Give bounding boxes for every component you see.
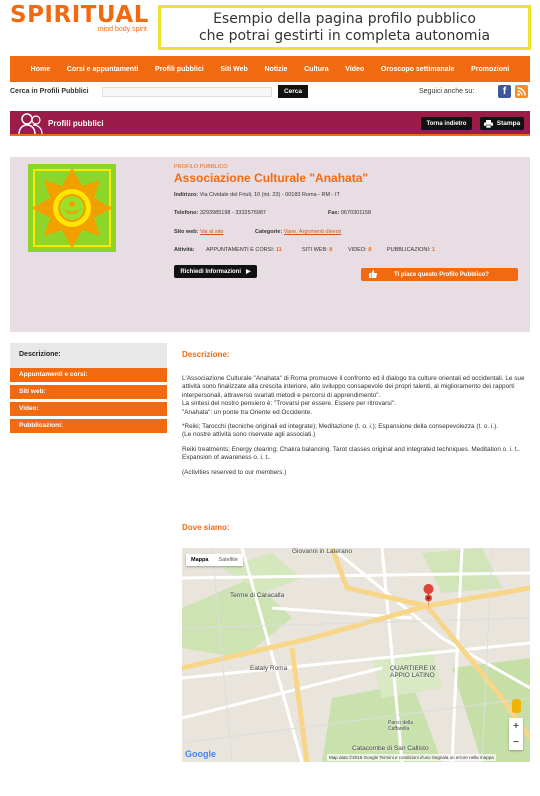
activity-video[interactable] <box>348 247 371 253</box>
promo-line-1: Esempio della pagina profilo pubblico <box>213 10 476 27</box>
map-label: Catacombe di San Callisto <box>352 745 429 752</box>
section-titlebar <box>10 111 530 136</box>
google-logo <box>185 749 216 759</box>
rss-icon[interactable] <box>515 85 528 98</box>
nav-notizie[interactable]: Notizie <box>264 65 288 73</box>
people-icon <box>17 112 45 139</box>
site-logo[interactable] <box>10 2 149 33</box>
map-label: Parco della Caffarella <box>388 720 414 732</box>
fax-row <box>328 210 371 216</box>
description-heading: Descrizione: <box>182 350 230 359</box>
map-label: Giovanni in Laterano <box>292 548 352 555</box>
map-label: Terme di Caracalla <box>230 592 285 599</box>
facebook-icon[interactable]: f <box>498 85 511 98</box>
phone-label: Telefono: <box>174 210 199 216</box>
map-tiles <box>182 548 530 762</box>
web-row <box>174 229 223 235</box>
address-row <box>174 192 340 198</box>
map-heading: Dove siamo: <box>182 523 230 532</box>
categories-label: Categorie: <box>255 229 283 235</box>
map-type-satellite[interactable]: Satellite <box>218 557 238 563</box>
map-attribution[interactable]: Map data ©2016 Google Termini e condizioni d'uso Segnala un errore nella mappa <box>329 755 494 760</box>
activity-label: VIDEO: <box>348 247 367 253</box>
follow-label: Seguici anche su: <box>419 88 475 95</box>
nav-promozioni[interactable]: Promozioni <box>471 65 510 73</box>
zoom-in-button[interactable]: + <box>513 720 519 732</box>
profile-sidebar <box>10 343 167 436</box>
like-profile-label: Ti piace questo Profilo Pubblico? <box>394 271 489 278</box>
printer-icon <box>484 120 493 128</box>
like-profile-button[interactable] <box>361 268 518 281</box>
categories-row <box>255 229 341 235</box>
thumbs-up-icon <box>369 270 377 280</box>
zoom-controls <box>509 718 523 750</box>
logo-text: SPIRITUAL <box>10 2 149 28</box>
search-label: Cerca in Profili Pubblici <box>10 88 89 95</box>
map-label: Eataly Roma <box>250 665 288 672</box>
activity-count: 8 <box>368 247 372 253</box>
map-label: QUARTIERE IX APPIO LATINO <box>390 665 436 679</box>
sidebar-item-appuntamenti[interactable]: Appuntamenti e corsi: <box>10 368 167 382</box>
activity-count: 1 <box>431 247 435 253</box>
description-paragraph: (Activities reserved to our members.) <box>182 468 287 476</box>
promo-banner <box>158 5 531 50</box>
main-nav <box>10 56 530 82</box>
activity-pubblicazioni[interactable] <box>387 247 435 253</box>
nav-cultura[interactable]: Cultura <box>304 65 329 73</box>
request-info-button[interactable] <box>174 265 257 278</box>
google-logo-text: Google <box>185 749 216 759</box>
search-row <box>10 85 530 99</box>
nav-corsi[interactable]: Corsi e appuntamenti <box>66 65 139 73</box>
sidebar-item-pubblicazioni[interactable]: Pubblicazioni: <box>10 419 167 433</box>
nav-home[interactable]: Home <box>30 65 51 73</box>
location-map[interactable] <box>182 548 530 762</box>
activity-label: APPUNTAMENTI E CORSI: <box>206 247 275 253</box>
map-type-map[interactable]: Mappa <box>191 557 209 563</box>
activities-row <box>174 247 194 253</box>
print-label: Stampa <box>496 120 521 127</box>
fax-value: 0670301158 <box>340 210 372 216</box>
street-view-pegman-icon[interactable] <box>512 699 521 713</box>
sidebar-item-siti-web[interactable]: Siti web: <box>10 385 167 399</box>
web-link[interactable]: Vai al sito <box>199 229 224 235</box>
description-paragraph: *Reiki; Tarocchi (tecniche originali ed integrate); Meditazione (t. o. i.); Espansione della consepevolezza (t. o. i.). (Le nostre attività sono riservate agli associati.) <box>182 423 499 439</box>
profile-card <box>10 157 530 332</box>
request-info-label: Richiedi Informazioni <box>180 268 242 275</box>
activity-label: PUBBLICAZIONI: <box>387 247 431 253</box>
activity-siti-web[interactable] <box>302 247 332 253</box>
activity-count: 8 <box>329 247 333 253</box>
logo-tagline: mind body spirit <box>97 26 147 33</box>
map-type-toggle <box>186 554 243 566</box>
description-paragraph: Reiki treatments; Energy clearing; Chakra balancing. Tarot classes original and integrated techniques. Meditation o. i. t.. Expansion of awareness o. i. t.. <box>182 445 521 462</box>
promo-line-2: che potrai gestirti in completa autonomia <box>198 27 491 44</box>
nav-video[interactable]: Video <box>345 65 365 73</box>
nav-siti-web[interactable]: Siti Web <box>220 65 248 73</box>
address-label: Indirizzo: <box>174 192 199 198</box>
sidebar-item-video[interactable]: Video: <box>10 402 167 416</box>
print-button[interactable] <box>480 117 524 130</box>
phone-value: 3293985198 - 3332576987 <box>199 210 266 216</box>
search-button[interactable]: Cerca <box>278 85 308 98</box>
back-button[interactable]: Torna indietro <box>421 117 472 130</box>
address-value: Via Cividale del Friuli, 10 (int. 23) - 00183 Roma - RM - IT <box>199 192 340 198</box>
activity-label: SITI WEB: <box>302 247 328 253</box>
activity-corsi[interactable] <box>206 247 282 253</box>
fax-label: Fax: <box>328 210 340 216</box>
nav-profili[interactable]: Profili pubblici <box>155 65 204 73</box>
categories-link[interactable]: Varie, Argomenti diversi <box>283 229 342 235</box>
profile-name: Associazione Culturale "Anahata" <box>174 171 369 185</box>
web-label: Sito web: <box>174 229 199 235</box>
profile-avatar <box>28 164 116 252</box>
nav-oroscopo[interactable]: Oroscopo settimanale <box>380 65 455 73</box>
section-title: Profili pubblici <box>48 119 104 128</box>
description-body <box>182 375 525 483</box>
description-paragraph: L'Associazione Culturale "Anahata" di Roma promuove il confronto ed il dialogo tra culture orientali ed occidentali. Le sue attività sono finalizzate alla crescita interiore, allo sviluppo consapevole dei propri talenti, al miglioramento dei rapporti interpersonali, attraverso svariati metodi e percorsi di apprendimento". La sintesi del nostro pensiero è: "Trovarsi per essere. Essere per ritrovarsi". "Anahata": un ponte tra Oriente ed Occidente. <box>182 375 525 416</box>
phone-row <box>174 210 266 216</box>
zoom-out-button[interactable]: − <box>513 736 519 748</box>
profile-kicker: PROFILO PUBBLICO <box>174 164 228 170</box>
play-arrow-icon: ▶ <box>246 269 251 275</box>
sidebar-description[interactable]: Descrizione: <box>10 343 167 368</box>
search-input[interactable] <box>102 87 272 97</box>
activities-label: Attività: <box>174 247 195 253</box>
activity-count: 11 <box>275 247 282 253</box>
